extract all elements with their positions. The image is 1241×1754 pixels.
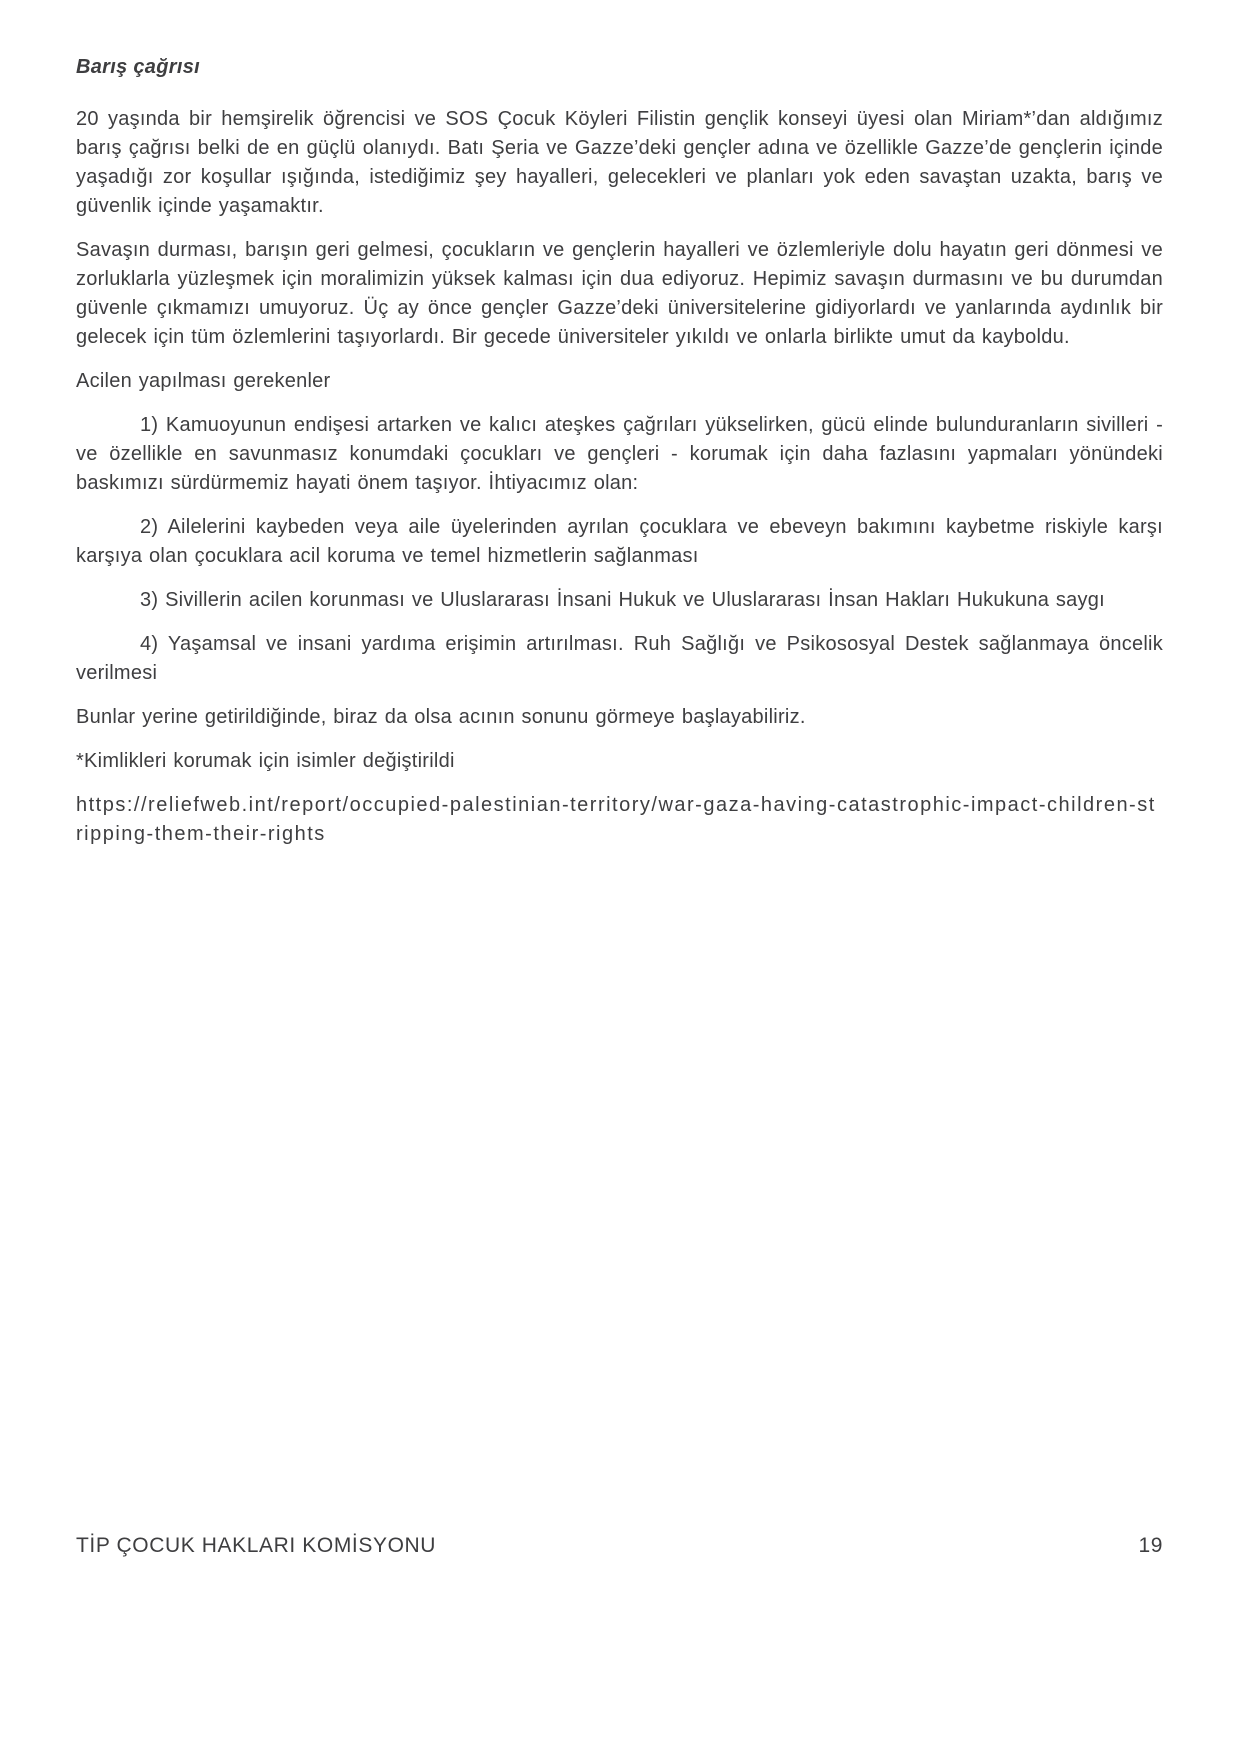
page-number: 19: [1138, 1534, 1163, 1557]
numbered-item-1: 1) Kamuoyunun endişesi artarken ve kalıcı ateşkes çağrıları yükselirken, gücü elinde bulunduranların sivilleri - ve özellikle en savunmasız konumdaki çocukları ve gençleri - korumak için daha fazlasını yapmaları yönündeki baskımızı sürdürmemiz hayati önem taşıyor. İhtiyacımız olan:: [76, 414, 1163, 494]
paragraph-closing: Bunlar yerine getirildiğinde, biraz da olsa acının sonunu görmeye başlayabiliriz.: [76, 706, 806, 728]
paragraph-prayer: Savaşın durması, barışın geri gelmesi, çocukların ve gençlerin hayalleri ve özlemleriyle dolu hayatın geri dönmesi ve zorluklarla yüzleşmek için moralimizin yüksek kalması için dua ediyoruz. Hepimiz savaşın durmasını ve bu durumdan güvenle çıkmamızı umuyoruz. Üç ay önce gençler Gazze’deki üniversitelerine gidiyorlardı ve yanlarında aydınlık bir gelecek için tüm özlemlerini taşıyorlardı. Bir gecede üniversiteler yıkıldı ve onlarla birlikte umut da kayboldu.: [76, 239, 1163, 348]
footnote-names-changed: *Kimlikleri korumak için isimler değiştirildi: [76, 750, 455, 772]
numbered-item-3: 3) Sivillerin acilen korunması ve Uluslararası İnsani Hukuk ve Uluslararası İnsan Hakları Hukukuna saygı: [140, 589, 1105, 611]
paragraph-peace-call: 20 yaşında bir hemşirelik öğrencisi ve SOS Çocuk Köyleri Filistin gençlik konseyi üyesi olan Miriam*’dan aldığımız barış çağrısı belki de en güçlü olanıydı. Batı Şeria ve Gazze’deki gençler adına ve özellikle Gazze’de gençlerin içinde yaşadığı zor koşullar ışığında, istediğimiz şey hayalleri, gelecekleri ve planları yok eden savaştan uzakta, barış ve güvenlik içinde yaşamaktır.: [76, 108, 1163, 217]
paragraph-urgent-actions-lead: Acilen yapılması gerekenler: [76, 370, 331, 392]
source-url[interactable]: https://reliefweb.int/report/occupied-palestinian-territory/war-gaza-having-catastrophic-impact-children-stripping-them-their-rights: [76, 794, 1156, 845]
page-footer: [76, 1534, 1163, 1558]
numbered-item-2: 2) Ailelerini kaybeden veya aile üyelerinden ayrılan çocuklara ve ebeveyn bakımını kaybetme riskiyle karşı karşıya olan çocuklara acil koruma ve temel hizmetlerin sağlanması: [76, 516, 1163, 567]
numbered-item-4: 4) Yaşamsal ve insani yardıma erişimin artırılması. Ruh Sağlığı ve Psikososyal Destek sağlanmaya öncelik verilmesi: [76, 633, 1163, 684]
footer-title: TİP ÇOCUK HAKLARI KOMİSYONU: [76, 1534, 437, 1557]
section-heading: Barış çağrısı: [76, 56, 200, 78]
